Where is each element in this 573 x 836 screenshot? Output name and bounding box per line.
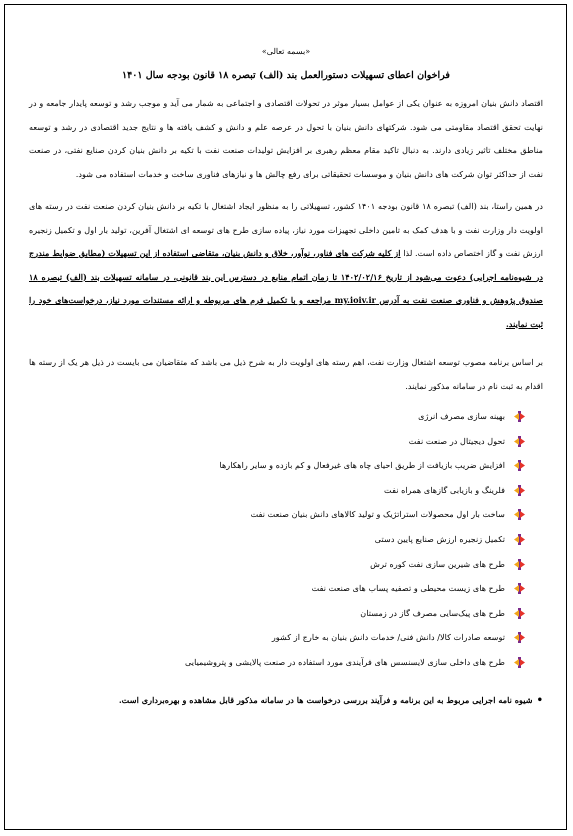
list-item: [29, 625, 525, 650]
list-item-label: فلرینگ و بازیابی گازهای همراه نفت: [384, 484, 505, 495]
priority-intro-paragraph: بر اساس برنامه مصوب توسعه اشتغال وزارت نفت، اهم رسته های اولویت دار به شرح ذیل می باشد که متقاضیان می بایست در ذیل هر یک از رسته ها اقدام به ثبت نام در سامانه مذکور نمایند.: [29, 357, 543, 391]
list-item-label: طرح های داخلی سازی لایسنسس های فرآیندی مورد استفاده در صنعت پالایشی و پتروشیمیایی: [184, 656, 505, 667]
document-body: [29, 45, 543, 712]
list-item-label: تحول دیجیتال در صنعت نفت: [408, 435, 505, 446]
invitation-paragraph: [29, 195, 543, 336]
document-page: [4, 4, 567, 830]
note-paragraph: [29, 689, 543, 713]
list-item-label: طرح های پیک‌سایی مصرف گاز در زمستان: [360, 607, 505, 618]
page-title: فراخوان اعطای تسهیلات دستورالعمل بند (الف) تبصره ۱۸ قانون بودجه سال ۱۴۰۱: [122, 70, 450, 81]
list-item-label: طرح های شیرین سازی نفت کوره ترش: [370, 558, 505, 569]
list-item-label: طرح های زیست محیطی و تصفیه پساب های صنعت نفت: [311, 583, 505, 594]
list-item: [29, 601, 525, 626]
list-item: [29, 650, 525, 675]
list-item-label: توسعه صادرات کالا/ دانش فنی/ خدمات دانش بنیان به خارج از کشور: [271, 632, 505, 643]
arrow-bullet-icon: [514, 657, 525, 668]
arrow-bullet-icon: [514, 509, 525, 520]
arrow-bullet-icon: [514, 632, 525, 643]
arrow-bullet-icon: [514, 411, 525, 422]
note-text: شیوه نامه اجرایی مربوط به این برنامه و فرآیند بررسی درخواست ها در سامانه مذکور قابل مشاهده و بهره‌برداری است.: [118, 694, 533, 705]
list-item: [29, 552, 525, 577]
intro-paragraph: اقتصاد دانش بنیان امروزه به عنوان یکی از عوامل بسیار موثر در تحولات اقتصادی و اجتماعی به شمار می آید و موجب رشد و توسعه پایدار جامعه و در نهایت تحقق اقتصاد مقاومتی می شود. شرکتهای دانش بنیان با تحول در عرصه علم و دانش و کشف یافته ها و نتایج جدید اقتصادی در رشد و توسعه مناطق مختلف تاثیر زیادی دارند. به دنبال تاکید مقام معظم رهبری بر افزایش تولیدات صنعت نفت با تکیه بر دانش بنیان کردن صنایع نفتی، در صنعت نفت از حداکثر توان شرکت های دانش بنیان و موسسات تحقیقاتی برای رفع چالش ها و نیازهای فناوری ساخت و خدمات استفاده می شود.: [29, 98, 543, 179]
list-item: [29, 478, 525, 503]
arrow-bullet-icon: [514, 559, 525, 570]
list-item: [29, 429, 525, 454]
list-item-label: تکمیل زنجیره ارزش صنایع پایین دستی: [374, 533, 505, 544]
arrow-bullet-icon: [514, 436, 525, 447]
invitation-highlight: از کلیه شرکت های فناور، نوآور، خلاق و دانش بنیان، متقاضی استفاده از این تسهیلات (مطابق ضوابط مندرج در شیوه‌نامه اجرایی) دعوت می‌شود از تاریخ ۱۴۰۲/۰۲/۱۶ تا زمان اتمام منابع در دسترس این بند قانونی، در سامانه تسهیلات بند (الف) تبصره ۱۸ صندوق پژوهش و فناوری صنعت نفت به آدرس my.ioiv.ir مراجعه و با تکمیل فرم های مربوطه و ارائه مستندات مورد نیاز، درخواست‌های خود را ثبت نمایند.: [29, 248, 543, 329]
basmala: «بسمه تعالی»: [261, 47, 311, 56]
note-bullet: •: [536, 694, 543, 706]
invitation-text: در همین راستا، بند (الف) تبصره ۱۸ قانون بودجه ۱۴۰۱ کشور، تسهیلاتی را به منظور ایجاد اشتغال با تکیه بر دانش بنیان کردن صنعت نفت در رسته های اولویت دار وزارت نفت و با هدف کمک به تامین داخلی تجهیزات مورد نیاز، پیاده سازی طرح های توسعه ای اشتغال آفرین، تولید بار اول و تکمیل زنجیره ارزش نفت و گاز اختصاص داده است. لذا: [29, 201, 544, 258]
list-item-label: ساخت بار اول محصولات استراتژیک و تولید کالاهای دانش بنیان صنعت نفت: [250, 509, 505, 520]
arrow-bullet-icon: [514, 608, 525, 619]
arrow-bullet-icon: [514, 460, 525, 471]
list-item-label: بهینه سازی مصرف انرژی: [418, 411, 505, 421]
list-item: [29, 453, 525, 478]
list-item: [29, 527, 525, 552]
list-item: [29, 576, 525, 601]
arrow-bullet-icon: [514, 534, 525, 545]
list-item: [29, 404, 525, 429]
priority-list: [29, 404, 543, 675]
list-item: [29, 502, 525, 527]
arrow-bullet-icon: [514, 485, 525, 496]
list-item-label: افزایش ضریب بازیافت از طریق احیای چاه های غیرفعال و کم بازده و سایر راهکارها: [219, 460, 505, 471]
arrow-bullet-icon: [514, 583, 525, 594]
